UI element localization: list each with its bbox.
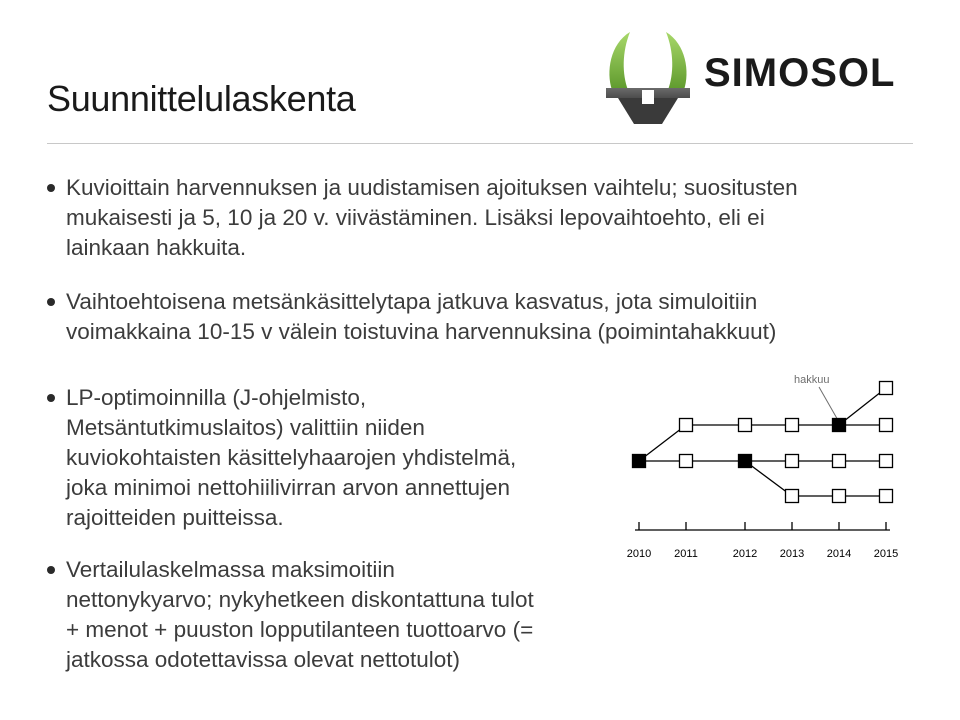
bullet-line: nettonykyarvo; nykyhetkeen diskontattuna tulot bbox=[66, 587, 534, 612]
year-tick-label: 2014 bbox=[826, 548, 852, 560]
growth-node bbox=[833, 490, 846, 503]
bullet-line: joka minimoi nettohiilivirran arvon annettujen bbox=[66, 475, 510, 500]
growth-node bbox=[680, 455, 693, 468]
bullet-line: Vertailulaskelmassa maksimoitiin bbox=[66, 557, 395, 582]
bullet-line: kuviokohtaisten käsittelyhaarojen yhdistelmä, bbox=[66, 445, 517, 470]
bullet-line: LP-optimoinnilla (J-ohjelmisto, bbox=[66, 385, 367, 410]
bullet-line: voimakkaina 10-15 v välein toistuvina harvennuksina (poimintahakkuut) bbox=[66, 319, 777, 344]
bullet-line: lainkaan hakkuita. bbox=[66, 235, 247, 260]
growth-node bbox=[786, 419, 799, 432]
bullet-line: jatkossa odotettavissa olevat nettotulot) bbox=[66, 647, 460, 672]
bullet-line: + menot + puuston lopputilanteen tuottoarvo (= bbox=[66, 617, 534, 642]
bullet-dot-icon bbox=[47, 298, 55, 306]
bullet-4 bbox=[66, 555, 534, 675]
growth-node bbox=[880, 382, 893, 395]
year-tick-label: 2015 bbox=[873, 548, 899, 560]
growth-node bbox=[786, 455, 799, 468]
growth-node bbox=[833, 455, 846, 468]
growth-node bbox=[880, 490, 893, 503]
bullet-3 bbox=[66, 383, 516, 533]
logo-wordmark: SIMOSOL bbox=[704, 51, 896, 95]
harvest-node bbox=[739, 455, 752, 468]
bullet-2 bbox=[66, 287, 776, 347]
harvest-node bbox=[833, 419, 846, 432]
annotation-label: hakkuu bbox=[794, 374, 830, 386]
harvest-node bbox=[633, 455, 646, 468]
logo-mark-icon bbox=[606, 32, 690, 124]
growth-node bbox=[739, 419, 752, 432]
annotation-pointer bbox=[819, 387, 837, 419]
bullet-dot-icon bbox=[47, 184, 55, 192]
bullet-line: Vaihtoehtoisena metsänkäsittelytapa jatkuva kasvatus, jota simuloitiin bbox=[66, 289, 758, 314]
bullet-line: mukaisesti ja 5, 10 ja 20 v. viivästäminen. Lisäksi lepovaihtoehto, eli ei bbox=[66, 205, 765, 230]
year-tick-label: 2013 bbox=[779, 548, 805, 560]
title-divider bbox=[47, 143, 913, 144]
growth-node bbox=[880, 419, 893, 432]
bullet-dot-icon bbox=[47, 566, 55, 574]
bullet-1 bbox=[66, 173, 798, 263]
growth-node bbox=[680, 419, 693, 432]
year-tick-label: 2011 bbox=[674, 548, 698, 560]
bullet-line: Kuvioittain harvennuksen ja uudistamisen ajoituksen vaihtelu; suositusten bbox=[66, 175, 798, 200]
treatment-tree-diagram bbox=[616, 362, 916, 572]
bullet-line: rajoitteiden puitteissa. bbox=[66, 505, 284, 530]
year-tick-label: 2012 bbox=[732, 548, 758, 560]
year-tick-label: 2010 bbox=[626, 548, 652, 560]
growth-node bbox=[880, 455, 893, 468]
bullet-dot-icon bbox=[47, 394, 55, 402]
slide-title: Suunnittelulaskenta bbox=[47, 78, 356, 119]
growth-node bbox=[786, 490, 799, 503]
bullet-line: Metsäntutkimuslaitos) valittiin niiden bbox=[66, 415, 425, 440]
simosol-logo bbox=[604, 28, 914, 126]
